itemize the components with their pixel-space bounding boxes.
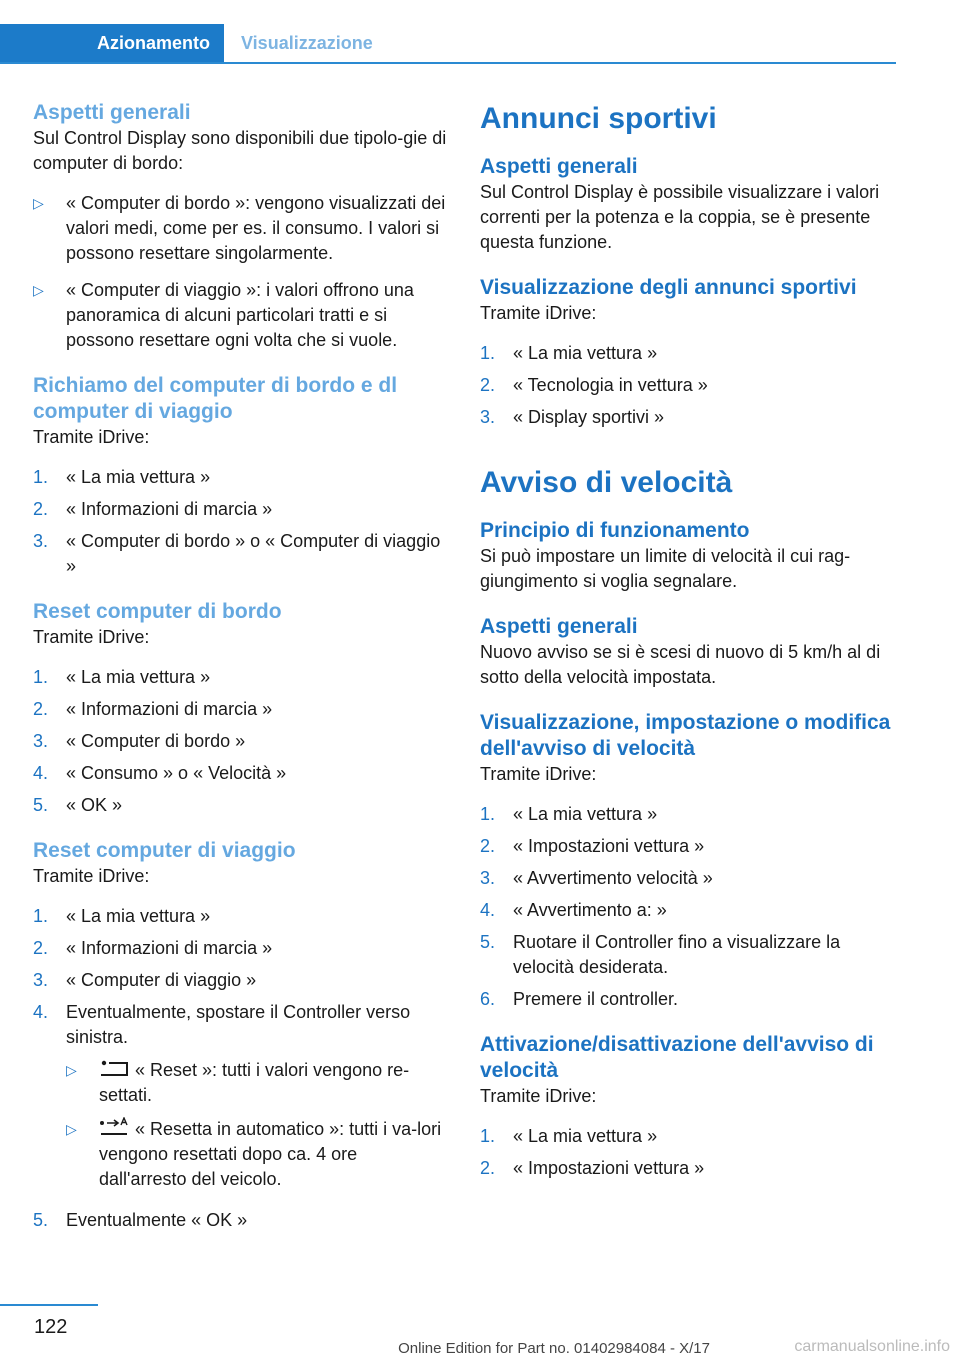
numbered-list xyxy=(33,665,448,818)
list-item: 5. Eventualmente « OK » xyxy=(33,1210,248,1230)
numbered-list xyxy=(33,904,448,1233)
section-text: Si può impostare un limite di velocità il cui rag-giungimento si voglia segnalare. xyxy=(480,546,851,591)
left-column xyxy=(33,100,448,1253)
list-item: 2. « Tecnologia in vettura » xyxy=(480,375,708,395)
section-text: Sul Control Display sono disponibili due tipolo-gie di computer di bordo: xyxy=(33,128,447,173)
list-item: 2. « Impostazioni vettura » xyxy=(480,1158,705,1178)
header-tabbar xyxy=(0,24,896,64)
list-item: 1. « La mia vettura » xyxy=(480,1126,658,1146)
page-number: 122 xyxy=(34,1316,68,1338)
numbered-list xyxy=(480,1124,895,1181)
list-item: 2. « Informazioni di marcia » xyxy=(33,699,273,719)
section-text: Tramite iDrive: xyxy=(480,1086,597,1106)
list-item: 3. « Computer di viaggio » xyxy=(33,970,257,990)
section-text: Nuovo avviso se si è scesi di nuovo di 5 km/h al di sotto della velocità impostata. xyxy=(480,642,881,687)
section-aspetti-generali-2 xyxy=(480,614,895,690)
section-reset-viaggio xyxy=(33,838,448,1233)
bullet-list xyxy=(33,191,448,353)
triangle-bullet-icon: ▷ xyxy=(66,1121,77,1137)
list-item: 3. « Display sportivi » xyxy=(480,407,665,427)
section-title: Visualizzazione degli annunci sportivi xyxy=(480,276,857,299)
reset-icon xyxy=(99,1060,129,1078)
section-title: Reset computer di viaggio xyxy=(33,839,296,862)
numbered-list xyxy=(480,341,895,430)
section-aspetti-generali xyxy=(480,154,895,255)
section-attivazione-avviso xyxy=(480,1032,895,1181)
section-text: Tramite iDrive: xyxy=(480,303,597,323)
list-item: ▷ « Reset »: tutti i valori vengono re-settati. xyxy=(66,1058,448,1108)
sub-bullet-list xyxy=(66,1058,448,1192)
list-item: ▷ « Computer di viaggio »: i valori offrono una panoramica di alcuni particolari tratti e si possono resettare ogni volta che si vuole. xyxy=(33,278,448,353)
section-text: Sul Control Display è possibile visualizzare i valori correnti per la potenza e la coppia, se è presente questa funzione. xyxy=(480,182,880,252)
numbered-list xyxy=(480,802,895,1012)
section-richiamo xyxy=(33,373,448,579)
section-aspetti-generali xyxy=(33,100,448,353)
list-item: 2. « Impostazioni vettura » xyxy=(480,836,705,856)
section-title: Reset computer di bordo xyxy=(33,600,282,623)
numbered-list xyxy=(33,465,448,579)
section-text: Tramite iDrive: xyxy=(480,764,597,784)
section-title: Aspetti generali xyxy=(33,101,191,124)
list-item: 3. « Computer di bordo » o « Computer di viaggio » xyxy=(33,531,441,576)
chapter-title-annunci-sportivi: Annunci sportivi xyxy=(480,102,717,135)
list-item: 1. « La mia vettura » xyxy=(33,467,211,487)
tab-visualizzazione[interactable]: Visualizzazione xyxy=(241,33,373,53)
list-item: 2. « Informazioni di marcia » xyxy=(33,499,273,519)
list-item: 4. « Avvertimento a: » xyxy=(480,900,667,920)
edition-footer: Online Edition for Part no. 01402984084 - X/17 xyxy=(398,1340,710,1357)
section-principio xyxy=(480,518,895,594)
list-item: 1. « La mia vettura » xyxy=(480,804,658,824)
list-item: 5. « OK » xyxy=(33,795,123,815)
triangle-bullet-icon: ▷ xyxy=(66,1062,77,1078)
section-text: Tramite iDrive: xyxy=(33,627,150,647)
list-item: 6. Premere il controller. xyxy=(480,989,679,1009)
list-item: 4. « Consumo » o « Velocità » xyxy=(33,763,287,783)
section-text: Tramite iDrive: xyxy=(33,866,150,886)
list-item: ▷ « Computer di bordo »: vengono visualizzati dei valori medi, come per es. il consumo. I valori si possono resettare singolarmente. xyxy=(33,191,448,266)
list-item: 1. « La mia vettura » xyxy=(33,667,211,687)
section-title: Richiamo del computer di bordo e dl computer di viaggio xyxy=(33,374,398,423)
triangle-bullet-icon: ▷ xyxy=(33,195,44,211)
section-title: Aspetti generali xyxy=(480,155,638,178)
list-item: 5. Ruotare il Controller fino a visualizzare la velocità desiderata. xyxy=(480,932,841,977)
section-visualizzazione-annunci xyxy=(480,275,895,430)
section-reset-bordo xyxy=(33,599,448,818)
list-item: 4. Eventualmente, spostare il Controller verso sinistra. ▷ « Reset »: tutti i valori vengono re-settati. ▷ « Resetta in automatico »: tutti i va-lori vengono resettati dopo ca. 4 ore dall'arresto del veicolo. xyxy=(33,1000,448,1201)
list-item: 3. « Avvertimento velocità » xyxy=(480,868,713,888)
tab-azionamento[interactable]: Azionamento xyxy=(0,24,224,62)
auto-reset-icon xyxy=(99,1117,129,1137)
list-item: 1. « La mia vettura » xyxy=(480,343,658,363)
right-column xyxy=(480,100,895,1201)
section-title: Visualizzazione, impostazione o modifica dell'avviso di velocità xyxy=(480,711,891,760)
list-item: 2. « Informazioni di marcia » xyxy=(33,938,273,958)
list-item: 1. « La mia vettura » xyxy=(33,906,211,926)
section-title: Aspetti generali xyxy=(480,615,638,638)
triangle-bullet-icon: ▷ xyxy=(33,282,44,298)
section-title: Attivazione/disattivazione dell'avviso di velocità xyxy=(480,1033,874,1082)
chapter-title-avviso-velocita: Avviso di velocità xyxy=(480,466,733,499)
list-item: ▷ « Resetta in automatico »: tutti i va-lori vengono resettati dopo ca. 4 ore dall'arresto del veicolo. xyxy=(66,1117,448,1192)
watermark: carmanualsonline.info xyxy=(794,1338,950,1355)
section-impostazione-avviso xyxy=(480,710,895,1012)
list-item: 3. « Computer di bordo » xyxy=(33,731,246,751)
page-number-rule xyxy=(0,1304,98,1306)
section-text: Tramite iDrive: xyxy=(33,427,150,447)
section-title: Principio di funzionamento xyxy=(480,519,750,542)
